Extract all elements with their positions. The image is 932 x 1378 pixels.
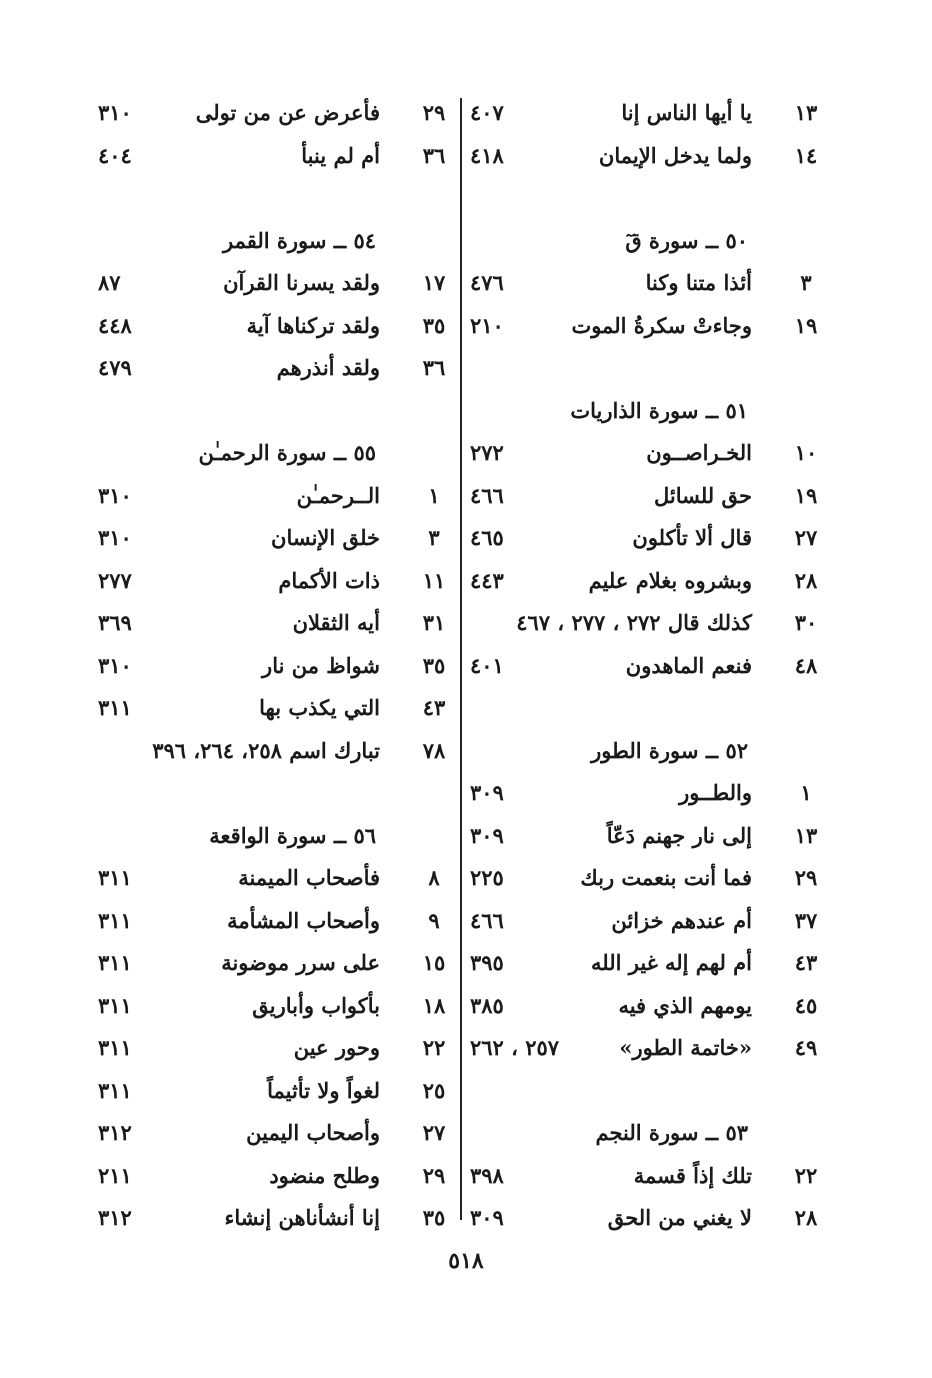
verse-number: ٢٥ [422, 1077, 446, 1103]
verse-text: وبشروه بغلام عليم [588, 567, 752, 593]
spacer [98, 177, 458, 220]
page-reference: ٣١١ [98, 1077, 132, 1103]
surah-heading-text: ٥٠ ــ سورة قٓ [625, 227, 748, 253]
index-entry [98, 1027, 458, 1070]
verse-number: ١٨ [422, 992, 446, 1018]
verse-text: فأعرض عن من تولى [195, 100, 380, 125]
index-entry [98, 1155, 458, 1198]
verse-text: ذات الأكمام [278, 567, 380, 593]
surah-heading [98, 220, 458, 263]
index-entry [470, 517, 830, 560]
page-reference: ٤٤٣ [470, 567, 504, 593]
verse-number: ٣٧ [794, 907, 818, 933]
verse-number: ٣٥ [422, 652, 446, 678]
verse-number: ١٠ [794, 440, 818, 465]
verse-text: ولما يدخل الإيمان [598, 142, 752, 168]
verse-number: ١٣ [794, 100, 818, 125]
index-entry [98, 560, 458, 603]
index-entry [470, 475, 830, 518]
index-entry [470, 92, 830, 135]
page-reference: ٤٦٥ [470, 525, 504, 550]
verse-number: ٢٩ [422, 1162, 446, 1188]
index-entry [470, 815, 830, 858]
spacer [470, 347, 830, 390]
page-reference: ٤٠١ [470, 652, 504, 678]
verse-number: ١١ [422, 567, 446, 593]
verse-text: أيه الثقلان [292, 610, 380, 635]
verse-number: ٧٨ [422, 737, 446, 763]
index-entry [470, 857, 830, 900]
verse-text: وجاءتْ سكرةُ الموت [571, 312, 752, 338]
verse-text: أم لم ينبأ [301, 142, 380, 168]
verse-text: أئذا متنا وكنا [645, 270, 752, 295]
page-reference: ٣٦٩ [98, 610, 132, 635]
verse-number: ٣٠ [794, 610, 818, 635]
index-entry [98, 602, 458, 645]
page-reference: ٣٨٥ [470, 992, 504, 1018]
verse-text: «خاتمة الطور» [619, 1035, 752, 1060]
index-entry [470, 900, 830, 943]
index-entry [470, 985, 830, 1028]
page-reference: ٣١١ [98, 865, 132, 890]
verse-number: ١٩ [794, 312, 818, 338]
index-entry [470, 772, 830, 815]
verse-number: ١ [428, 482, 440, 508]
page-reference: ٣١١ [98, 907, 132, 933]
surah-heading [470, 730, 830, 773]
verse-text: إلى نار جهنم دَعّاً [606, 822, 752, 848]
verse-text: حق للسائل [653, 482, 752, 508]
verse-text: كذلك قال ٢٧٢ ، ٢٧٧ ، ٤٦٧ [516, 610, 752, 635]
verse-number: ٩ [428, 907, 440, 933]
verse-number: ٢٢ [794, 1162, 818, 1188]
column-divider [460, 98, 462, 1220]
page-reference: ٤٧٦ [470, 270, 504, 295]
surah-heading-text: ٥١ ــ سورة الذاريات [570, 397, 748, 423]
index-entry [98, 687, 458, 730]
verse-text: بأكواب وأباريق [252, 992, 380, 1018]
page-reference: ٣١١ [98, 1035, 132, 1060]
verse-text: وأصحاب المشأمة [227, 907, 380, 933]
left-column [98, 92, 458, 1240]
spacer [98, 772, 458, 815]
verse-number: ١٩ [794, 482, 818, 508]
verse-text: شواظ من نار [262, 652, 380, 678]
page-reference: ٣٠٩ [470, 780, 504, 805]
verse-number: ٤٥ [794, 992, 818, 1018]
verse-number: ١ [800, 780, 812, 805]
index-entry [98, 645, 458, 688]
index-entry [470, 602, 830, 645]
index-entry [470, 645, 830, 688]
verse-text: إنا أنشأناهن إنشاء [224, 1205, 380, 1230]
verse-text: لغواً ولا تأثيماً [267, 1077, 380, 1103]
verse-number: ٤٣ [422, 695, 446, 720]
page-reference: ٢٥٧ ، ٢٦٢ [470, 1035, 560, 1060]
index-entry [98, 475, 458, 518]
verse-text: التي يكذب بها [259, 695, 380, 720]
index-entry [470, 135, 830, 178]
index-entry [98, 92, 458, 135]
verse-number: ١٤ [794, 142, 818, 168]
verse-text: لا يغني من الحق [607, 1205, 752, 1230]
index-entry [98, 517, 458, 560]
verse-number: ٣٥ [422, 312, 446, 338]
page-reference: ٣١١ [98, 992, 132, 1018]
verse-text: تلك إذاً قسمة [633, 1162, 752, 1188]
page-reference: ٢١١ [98, 1162, 132, 1188]
verse-text: ولقد أنذرهم [276, 355, 380, 380]
spacer [470, 177, 830, 220]
index-entry [98, 1197, 458, 1240]
index-entry [98, 1112, 458, 1155]
verse-text: فأصحاب الميمنة [238, 865, 380, 890]
index-entry [98, 347, 458, 390]
verse-number: ٤٩ [794, 1035, 818, 1060]
verse-text: وحور عين [293, 1035, 380, 1060]
page-reference: ٣١٢ [98, 1205, 132, 1230]
page-reference: ٢٧٧ [98, 567, 132, 593]
index-entry [98, 262, 458, 305]
verse-number: ٤٨ [794, 652, 818, 678]
verse-number: ٨ [428, 865, 440, 890]
verse-number: ٢٨ [794, 1205, 818, 1230]
index-entry [470, 1027, 830, 1070]
verse-number: ٤٣ [794, 950, 818, 975]
verse-text: أم لهم إله غير الله [591, 950, 752, 975]
verse-text: وطلح منضود [269, 1162, 380, 1188]
page-reference: ٣٩٨ [470, 1162, 504, 1188]
page-reference: ٤٦٦ [470, 907, 504, 933]
spacer [470, 687, 830, 730]
verse-number: ١٥ [422, 950, 446, 975]
page-reference: ٣١٠ [98, 525, 132, 550]
index-entry [470, 560, 830, 603]
verse-text: خلق الإنسان [271, 525, 380, 550]
index-entry [98, 857, 458, 900]
page-reference: ٤٧٩ [98, 355, 132, 380]
verse-number: ٢٩ [422, 100, 446, 125]
page-reference: ٣٩٥ [470, 950, 504, 975]
verse-number: ١٣ [794, 822, 818, 848]
verse-text: فما أنت بنعمت ربك [580, 865, 752, 890]
page-reference: ٢٢٥ [470, 865, 504, 890]
verse-text: يومهم الذي فيه [618, 992, 752, 1018]
index-entry [98, 305, 458, 348]
index-entry [470, 1155, 830, 1198]
index-entry [98, 135, 458, 178]
index-entry [470, 1197, 830, 1240]
page-reference: ٣١٠ [98, 100, 132, 125]
index-entry [98, 942, 458, 985]
verse-number: ٢٩ [794, 865, 818, 890]
verse-number: ٣٦ [422, 355, 446, 380]
verse-text: فنعم الماهدون [625, 652, 752, 678]
index-entry [470, 305, 830, 348]
surah-heading [470, 220, 830, 263]
verse-number: ٢٧ [794, 525, 818, 550]
verse-text: أم عندهم خزائن [611, 907, 752, 933]
page-reference: ٢١٠ [470, 312, 504, 338]
verse-text: ولقد يسرنا القرآن [223, 270, 380, 295]
verse-number: ٢٧ [422, 1120, 446, 1145]
right-column [470, 92, 830, 1240]
index-entry [470, 432, 830, 475]
index-entry [98, 1070, 458, 1113]
index-entry [470, 262, 830, 305]
page-reference: ٤٠٧ [470, 100, 504, 125]
page-reference: ٤٤٨ [98, 312, 132, 338]
page-reference: ٤١٨ [470, 142, 504, 168]
surah-heading-text: ٥٢ ــ سورة الطور [591, 737, 748, 763]
verse-number: ٢٢ [422, 1035, 446, 1060]
verse-text: تبارك اسم ٢٥٨، ٢٦٤، ٣٩٦ [152, 737, 380, 763]
surah-heading-text: ٥٣ ــ سورة النجم [595, 1120, 748, 1145]
surah-heading-text: ٥٦ ــ سورة الواقعة [209, 822, 376, 848]
verse-number: ٣٥ [422, 1205, 446, 1230]
page-reference: ٤٦٦ [470, 482, 504, 508]
index-entry [470, 942, 830, 985]
verse-number: ١٧ [422, 270, 446, 295]
verse-text: والطــور [679, 780, 752, 805]
page-number: ٥١٨ [448, 1248, 484, 1274]
page-reference: ٣١١ [98, 950, 132, 975]
verse-number: ٢٨ [794, 567, 818, 593]
surah-heading [470, 390, 830, 433]
surah-heading-text: ٥٥ ــ سورة الرحمـٰن [198, 440, 376, 465]
page-reference: ٣٠٩ [470, 1205, 504, 1230]
verse-text: على سرر موضونة [221, 950, 380, 975]
index-entry [98, 985, 458, 1028]
page-reference: ٣١٠ [98, 652, 132, 678]
surah-heading [98, 432, 458, 475]
page-reference: ٣١١ [98, 695, 132, 720]
surah-heading [98, 815, 458, 858]
index-entry [98, 730, 458, 773]
page-reference: ٢٧٢ [470, 440, 504, 465]
page-reference: ٨٧ [98, 270, 121, 295]
surah-heading [470, 1112, 830, 1155]
verse-number: ٣ [800, 270, 812, 295]
verse-number: ٣ [428, 525, 440, 550]
page-reference: ٣١٠ [98, 482, 132, 508]
verse-number: ٣١ [422, 610, 446, 635]
verse-number: ٣٦ [422, 142, 446, 168]
verse-text: قال ألا تأكلون [632, 525, 752, 550]
surah-heading-text: ٥٤ ــ سورة القمر [223, 227, 376, 253]
spacer [98, 390, 458, 433]
verse-text: وأصحاب اليمين [246, 1120, 380, 1145]
spacer [470, 1070, 830, 1113]
page-reference: ٣٠٩ [470, 822, 504, 848]
page-reference: ٤٠٤ [98, 142, 132, 168]
verse-text: يا أيها الناس إنا [621, 100, 752, 125]
verse-text: الخـراصــون [646, 440, 752, 465]
verse-text: الــرحمـٰن [296, 482, 380, 508]
index-entry [98, 900, 458, 943]
page-reference: ٣١٢ [98, 1120, 132, 1145]
verse-text: ولقد تركناها آية [246, 312, 380, 338]
